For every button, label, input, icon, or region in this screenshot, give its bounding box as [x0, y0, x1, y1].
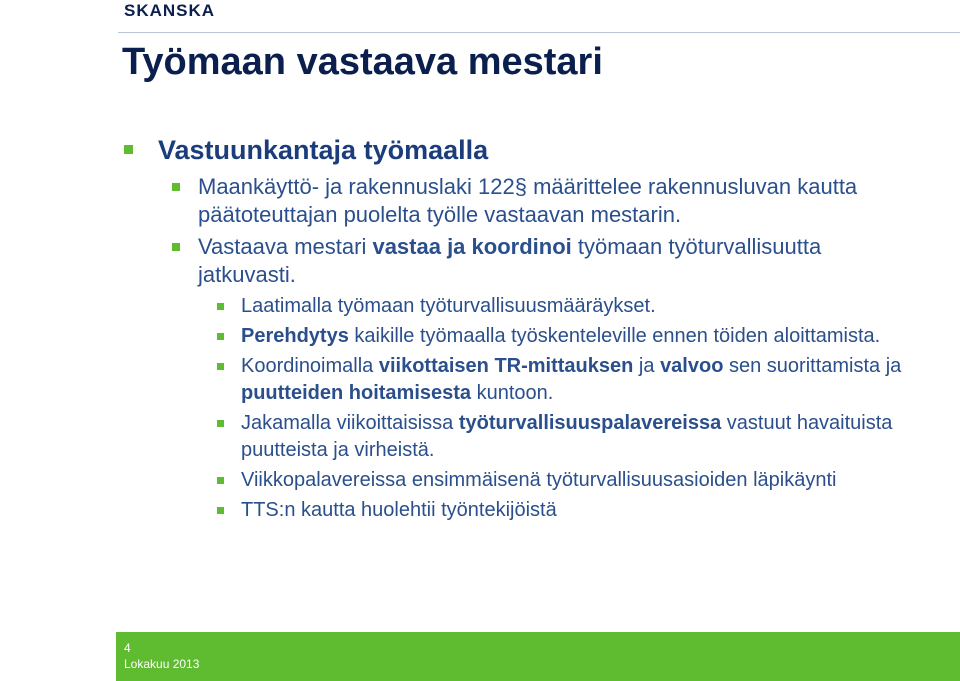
- page-number: 4: [124, 641, 131, 655]
- bullet-level3: [217, 323, 924, 350]
- bullet-text-bold: puutteiden hoitamisesta: [241, 382, 472, 404]
- square-bullet-icon: [217, 477, 224, 484]
- square-bullet-icon: [172, 183, 180, 191]
- bullet-level3: [217, 467, 924, 494]
- bullet-text-bold: työturvallisuuspalavereissa: [458, 412, 722, 434]
- section-heading: Vastuunkantaja työmaalla: [158, 135, 489, 165]
- bullet-level3: [217, 410, 924, 464]
- slide-title: Työmaan vastaava mestari: [122, 41, 603, 83]
- square-bullet-icon: [217, 420, 224, 427]
- bullet-text: Viikkopalavereissa ensimmäisenä työturvallisuusasioiden läpikäynti: [241, 469, 837, 491]
- bullet-text: kuntoon.: [471, 382, 554, 404]
- bullet-level3: [217, 293, 924, 320]
- bullet-text-bold: Perehdytys: [241, 325, 349, 347]
- bullet-text-bold: valvoo: [660, 355, 724, 377]
- bullet-level1: [124, 133, 924, 167]
- bullet-text: kaikille työmaalla työskenteleville ennen töiden aloittamista.: [348, 325, 881, 347]
- square-bullet-icon: [217, 303, 224, 310]
- bullet-text: Koordinoimalla: [241, 355, 379, 377]
- bullet-level2: [172, 233, 924, 289]
- bullet-text: Laatimalla työmaan työturvallisuusmääräykset.: [241, 295, 656, 317]
- square-bullet-icon: [217, 363, 224, 370]
- square-bullet-icon: [217, 507, 224, 514]
- bullet-text: sen suorittamista ja: [723, 355, 902, 377]
- square-bullet-icon: [172, 243, 180, 251]
- bullet-text: Jakamalla viikoittaisissa: [241, 412, 459, 434]
- bullet-level2: [172, 173, 924, 229]
- bullet-text-bold: viikottaisen TR-mittauksen: [378, 355, 634, 377]
- footer-date: Lokakuu 2013: [124, 657, 200, 671]
- bullet-text: Vastaava mestari: [198, 234, 373, 259]
- header-divider: [118, 32, 960, 33]
- bullet-text: Maankäyttö- ja rakennuslaki 122§ määrittelee rakennusluvan kautta päätoteuttajan puolelta työlle vastaavan mestarin.: [198, 174, 858, 227]
- bullet-text: TTS:n kautta huolehtii työntekijöistä: [241, 499, 557, 521]
- bullet-level3: [217, 353, 924, 407]
- footer-bar: [116, 632, 960, 681]
- bullet-text: vastuut havaituista puutteista ja virheistä.: [241, 412, 893, 461]
- bullet-text: ja: [633, 355, 661, 377]
- bullet-text: työmaan työturvallisuutta jatkuvasti.: [198, 234, 822, 287]
- slide-content: [124, 133, 924, 527]
- square-bullet-icon: [217, 333, 224, 340]
- bullet-text-bold: vastaa ja koordinoi: [372, 234, 572, 259]
- bullet-level3: [217, 497, 924, 524]
- square-bullet-icon: [124, 145, 133, 154]
- skanska-logo: SKANSKA: [124, 1, 216, 20]
